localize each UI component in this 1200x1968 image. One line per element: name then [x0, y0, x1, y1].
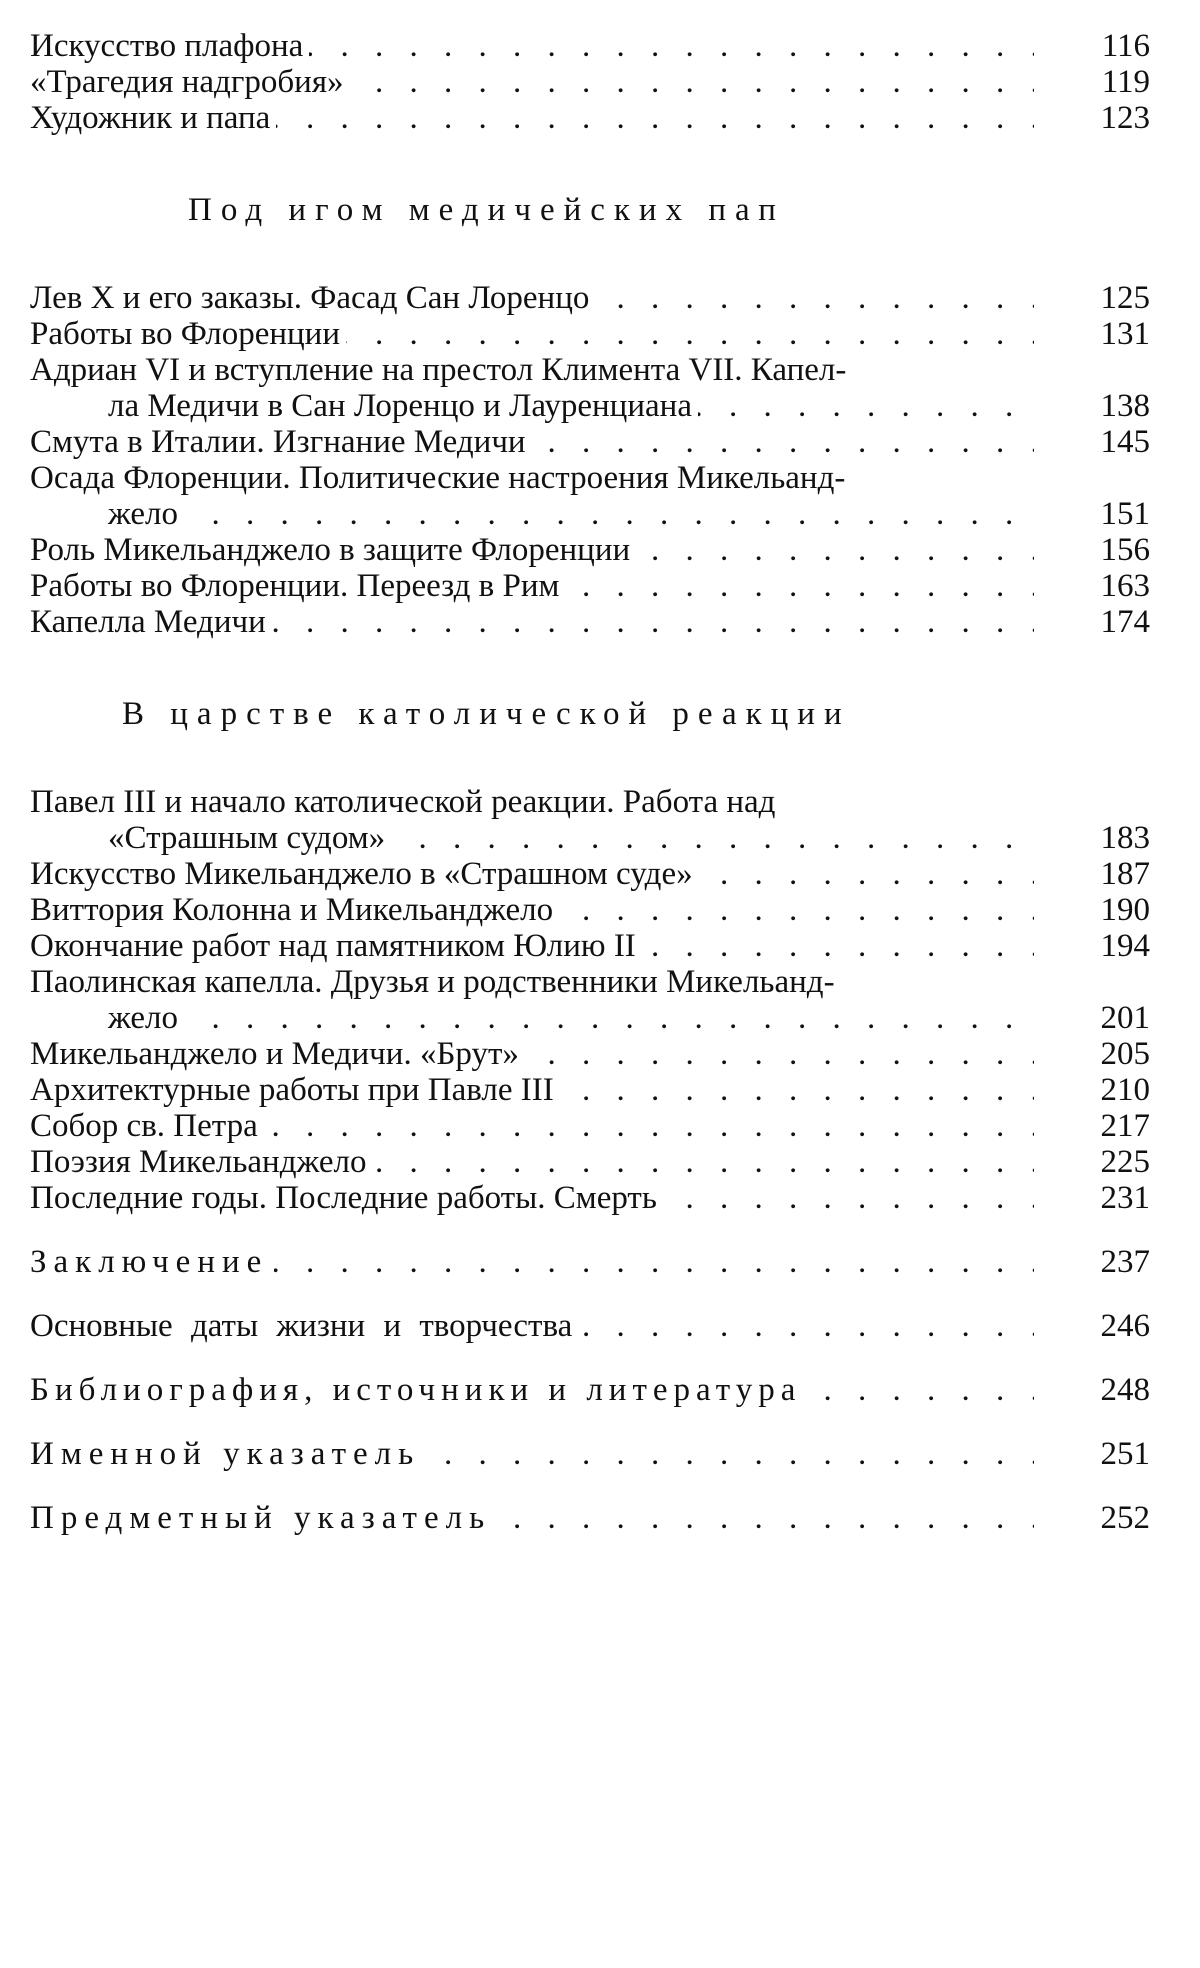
- toc-entry-page: 116: [1101, 28, 1150, 64]
- table-of-contents: [30, 28, 1150, 1536]
- toc-entry[interactable]: [30, 1244, 1150, 1280]
- toc-entry-title: Собор св. Петра: [30, 1108, 264, 1144]
- toc-entry-page: 252: [1100, 1500, 1150, 1536]
- toc-entry[interactable]: [30, 280, 1150, 316]
- toc-entry-page: 145: [1100, 424, 1150, 460]
- toc-entry[interactable]: [30, 892, 1150, 928]
- toc-entry-page: 231: [1100, 1180, 1150, 1216]
- toc-entry-page: 163: [1100, 568, 1150, 604]
- toc-entry-title: Работы во Флоренции: [30, 316, 346, 352]
- toc-entry-title: «Страшным судом»: [108, 820, 391, 856]
- toc-entry[interactable]: [30, 460, 1150, 496]
- toc-entry-continuation[interactable]: [30, 820, 1150, 856]
- toc-entry-title: Микельанджело и Медичи. «Брут»: [30, 1036, 525, 1072]
- toc-entry[interactable]: [30, 1372, 1150, 1408]
- toc-entry-title: Искусство Микельанджело в «Страшном суде»: [30, 856, 699, 892]
- toc-entry-title: «Трагедия надгробия»: [30, 64, 350, 100]
- toc-entry-title: Последние годы. Последние работы. Смерть: [30, 1180, 663, 1216]
- toc-entry-page: 190: [1100, 892, 1150, 928]
- toc-entry[interactable]: [30, 856, 1150, 892]
- toc-entry-title: Библиография, источники и литература: [30, 1372, 807, 1408]
- toc-entry-title: Именной указатель: [30, 1436, 426, 1472]
- toc-entry[interactable]: [30, 28, 1150, 64]
- toc-entry[interactable]: [30, 1436, 1150, 1472]
- toc-entry-page: 125: [1100, 280, 1150, 316]
- toc-entry-title: Художник и папа: [30, 100, 276, 136]
- section-heading: В царстве католической реакции: [122, 696, 851, 732]
- toc-entry-page: 217: [1100, 1108, 1150, 1144]
- toc-entry[interactable]: [30, 316, 1150, 352]
- toc-entry-title: Архитектурные работы при Павле III: [30, 1072, 560, 1108]
- toc-entry-title: Работы во Флоренции. Переезд в Рим: [30, 568, 565, 604]
- toc-entry[interactable]: [30, 100, 1150, 136]
- toc-entry[interactable]: [30, 1500, 1150, 1536]
- toc-entry-page: 119: [1101, 64, 1150, 100]
- toc-entry[interactable]: [30, 424, 1150, 460]
- toc-entry[interactable]: [30, 1036, 1150, 1072]
- toc-entry-title: жело: [108, 496, 184, 532]
- toc-entry-page: 194: [1100, 928, 1150, 964]
- toc-entry-title: Поэзия Микельанджело: [30, 1144, 372, 1180]
- toc-entry-page: 201: [1100, 1000, 1150, 1036]
- toc-entry-page: 246: [1100, 1308, 1150, 1344]
- toc-entry-page: 138: [1100, 388, 1150, 424]
- toc-entry[interactable]: [30, 604, 1150, 640]
- toc-entry-title: Роль Микельанджело в защите Флоренции: [30, 532, 636, 568]
- toc-entry[interactable]: [30, 928, 1150, 964]
- toc-entry[interactable]: [30, 568, 1150, 604]
- toc-entry-page: 237: [1100, 1244, 1150, 1280]
- toc-entry-page: 210: [1100, 1072, 1150, 1108]
- toc-entry-title: Окончание работ над памятником Юлию II: [30, 928, 642, 964]
- toc-entry-title: Паолинская капелла. Друзья и родственники Микельанд-: [30, 964, 835, 1000]
- toc-entry-title: Лев X и его заказы. Фасад Сан Лоренцо: [30, 280, 595, 316]
- toc-entry-title: Заключение: [30, 1244, 274, 1280]
- toc-entry-title: Капелла Медичи: [30, 604, 272, 640]
- toc-entry[interactable]: [30, 352, 1150, 388]
- toc-entry-page: 251: [1100, 1436, 1150, 1472]
- section-heading: Под игом медичейских пап: [188, 192, 785, 228]
- toc-entry-continuation[interactable]: [30, 1000, 1150, 1036]
- toc-entry-page: 123: [1100, 100, 1150, 136]
- toc-entry-title: Виттория Колонна и Микельанджело: [30, 892, 559, 928]
- toc-entry-page: 205: [1100, 1036, 1150, 1072]
- toc-entry-title: Осада Флоренции. Политические настроения Микельанд-: [30, 460, 846, 496]
- toc-entry[interactable]: [30, 532, 1150, 568]
- toc-entry-page: 156: [1100, 532, 1150, 568]
- toc-entry[interactable]: [30, 64, 1150, 100]
- toc-entry-title: Адриан VI и вступление на престол Климента VII. Капел-: [30, 352, 847, 388]
- toc-entry[interactable]: [30, 1180, 1150, 1216]
- toc-entry-title: ла Медичи в Сан Лоренцо и Лауренциана: [108, 388, 698, 424]
- toc-entry-page: 248: [1100, 1372, 1150, 1408]
- toc-entry-page: 187: [1100, 856, 1150, 892]
- toc-entry-continuation[interactable]: [30, 496, 1150, 532]
- toc-entry-title: Основные даты жизни и творчества: [30, 1308, 578, 1344]
- toc-entry-title: Павел III и начало католической реакции. Работа над: [30, 784, 776, 820]
- toc-entry-page: 131: [1100, 316, 1150, 352]
- toc-entry[interactable]: [30, 964, 1150, 1000]
- toc-entry-page: 151: [1100, 496, 1150, 532]
- toc-entry-title: Смута в Италии. Изгнание Медичи: [30, 424, 532, 460]
- toc-entry-title: жело: [108, 1000, 184, 1036]
- toc-entry-page: 225: [1100, 1144, 1150, 1180]
- toc-entry-continuation[interactable]: [30, 388, 1150, 424]
- toc-entry[interactable]: [30, 1108, 1150, 1144]
- toc-entry-page: 183: [1100, 820, 1150, 856]
- toc-entry-title: Искусство плафона: [30, 28, 309, 64]
- toc-entry-title: Предметный указатель: [30, 1500, 497, 1536]
- toc-entry[interactable]: [30, 1072, 1150, 1108]
- toc-entry-page: 174: [1100, 604, 1150, 640]
- toc-entry[interactable]: [30, 1144, 1150, 1180]
- toc-entry[interactable]: [30, 1308, 1150, 1344]
- toc-entry[interactable]: [30, 784, 1150, 820]
